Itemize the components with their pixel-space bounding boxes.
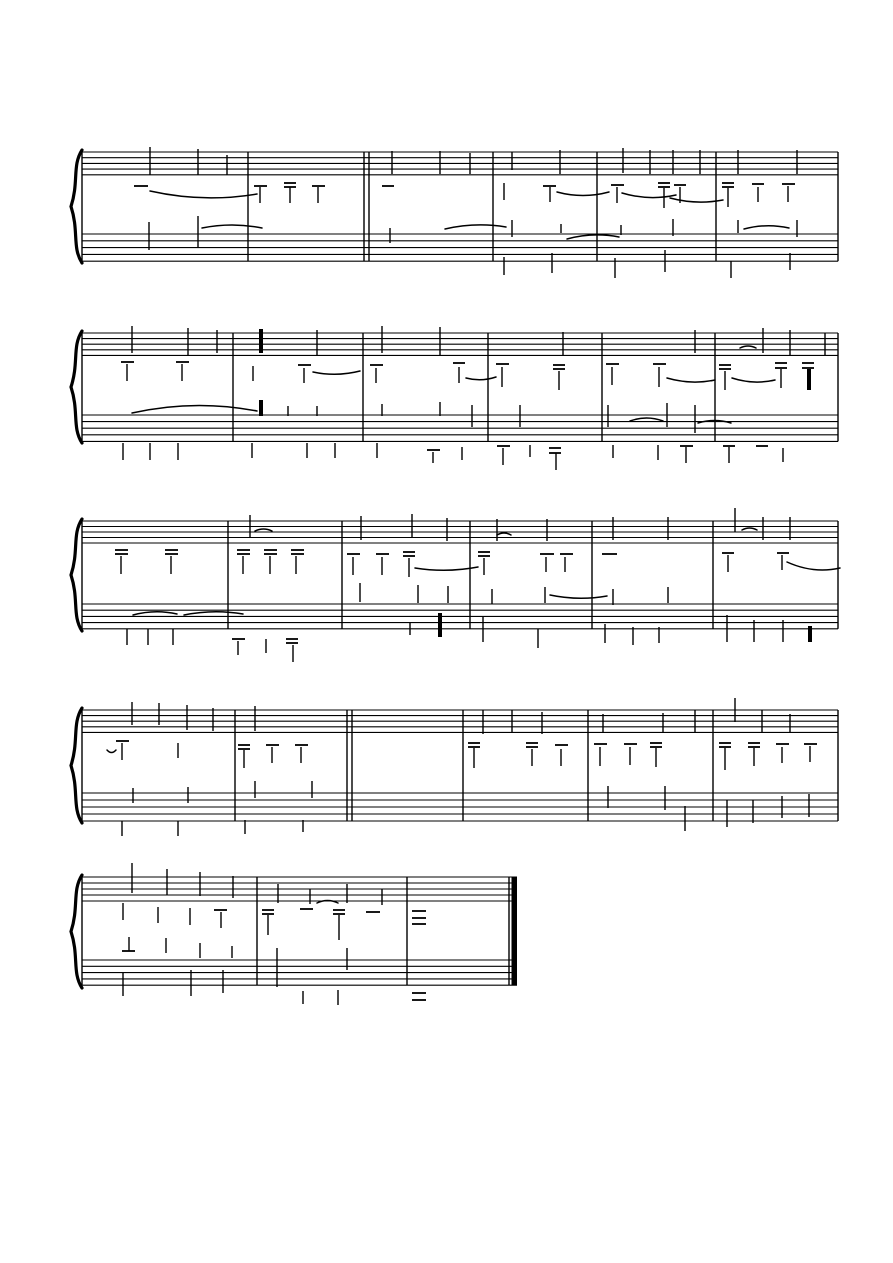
- slur-curve: [132, 405, 257, 413]
- slur-curve: [202, 225, 262, 228]
- system-brace: [71, 708, 82, 823]
- slur-curve: [670, 198, 723, 202]
- slur-curve: [787, 562, 840, 570]
- slur-curve: [630, 418, 663, 421]
- grand-staff-system-2: [71, 326, 838, 470]
- system-brace: [71, 519, 82, 631]
- slur-curve: [567, 235, 619, 239]
- system-brace: [71, 331, 82, 443]
- slur-curve: [255, 529, 272, 531]
- slur-curve: [466, 377, 496, 380]
- slur-curve: [740, 346, 756, 348]
- final-barline-thick: [512, 877, 518, 985]
- slur-curve: [667, 378, 715, 382]
- grand-staff-system-1: [71, 147, 838, 278]
- slur-curve: [184, 612, 243, 615]
- slur-curve: [150, 191, 257, 198]
- slur-curve: [107, 750, 116, 753]
- grand-staff-system-4: [71, 698, 838, 836]
- slur-curve: [744, 226, 789, 229]
- slur-curve: [133, 612, 177, 615]
- slur-curve: [622, 193, 676, 198]
- slur-curve: [557, 192, 609, 196]
- slur-curve: [550, 595, 607, 598]
- grand-staff-system-5: [71, 863, 517, 1005]
- slur-curve: [742, 528, 757, 530]
- slur-curve: [445, 225, 506, 229]
- system-brace: [71, 150, 82, 263]
- slur-curve: [313, 371, 360, 374]
- slur-curve: [415, 567, 478, 570]
- slur-curve: [497, 533, 511, 535]
- grand-staff-system-3: [71, 508, 840, 662]
- slur-curve: [732, 378, 775, 382]
- system-brace: [71, 875, 82, 988]
